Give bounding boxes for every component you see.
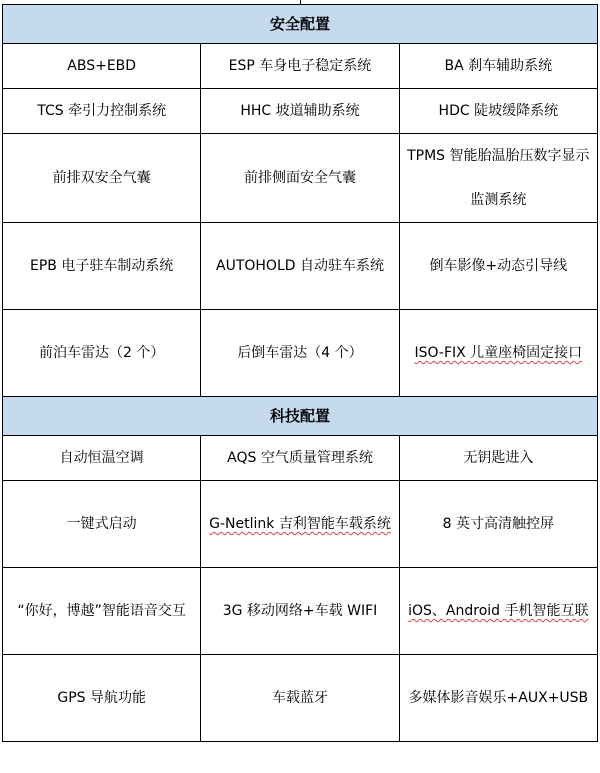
table-row	[3, 134, 598, 223]
table-cell	[201, 481, 399, 568]
table-cell: 前泊车雷达（2 个）	[3, 310, 201, 397]
table-cell: 8 英寸高清触控屏	[399, 481, 597, 568]
table-cell: TPMS 智能胎温胎压数字显示监测系统	[399, 134, 597, 223]
table-cell: ABS+EBD	[3, 44, 201, 89]
vehicle-config-table	[2, 4, 598, 742]
table-cell-text: iOS、Android 手机智能互联	[408, 603, 589, 619]
table-cell: 车载蓝牙	[201, 655, 399, 742]
table-row	[3, 481, 598, 568]
section-title-tech: 科技配置	[3, 397, 598, 436]
table-cell: 前排侧面安全气囊	[201, 134, 399, 223]
table-cell: 自动恒温空调	[3, 436, 201, 481]
table-cell: AUTOHOLD 自动驻车系统	[201, 223, 399, 310]
table-cell: AQS 空气质量管理系统	[201, 436, 399, 481]
table-cell: TCS 牵引力控制系统	[3, 89, 201, 134]
table-cell: BA 刹车辅助系统	[399, 44, 597, 89]
table-cell: ESP 车身电子稳定系统	[201, 44, 399, 89]
table-row	[3, 655, 598, 742]
table-cell: 后倒车雷达（4 个）	[201, 310, 399, 397]
table-cell: GPS 导航功能	[3, 655, 201, 742]
table-row	[3, 223, 598, 310]
table-cell: “你好，博越”智能语音交互	[3, 568, 201, 655]
table-cell: HHC 坡道辅助系统	[201, 89, 399, 134]
section-header-row	[3, 397, 598, 436]
table-cell: EPB 电子驻车制动系统	[3, 223, 201, 310]
section-title-safety: 安全配置	[3, 5, 598, 44]
table-row	[3, 89, 598, 134]
table-cell-text: ISO-FIX 儿童座椅固定接口	[414, 345, 583, 361]
table-cell	[399, 310, 597, 397]
section-header-row	[3, 5, 598, 44]
table-row	[3, 310, 598, 397]
table-cell: 多媒体影音娱乐+AUX+USB	[399, 655, 597, 742]
table-cell: HDC 陡坡缓降系统	[399, 89, 597, 134]
table-cell: 倒车影像+动态引导线	[399, 223, 597, 310]
table-cell: 前排双安全气囊	[3, 134, 201, 223]
table-cell-text: G-Netlink 吉利智能车载系统	[209, 516, 391, 532]
table-row	[3, 568, 598, 655]
table-row	[3, 44, 598, 89]
table-cell	[399, 568, 597, 655]
table-cell: 无钥匙进入	[399, 436, 597, 481]
table-cell: 一键式启动	[3, 481, 201, 568]
table-cell: 3G 移动网络+车载 WIFI	[201, 568, 399, 655]
table-row	[3, 436, 598, 481]
